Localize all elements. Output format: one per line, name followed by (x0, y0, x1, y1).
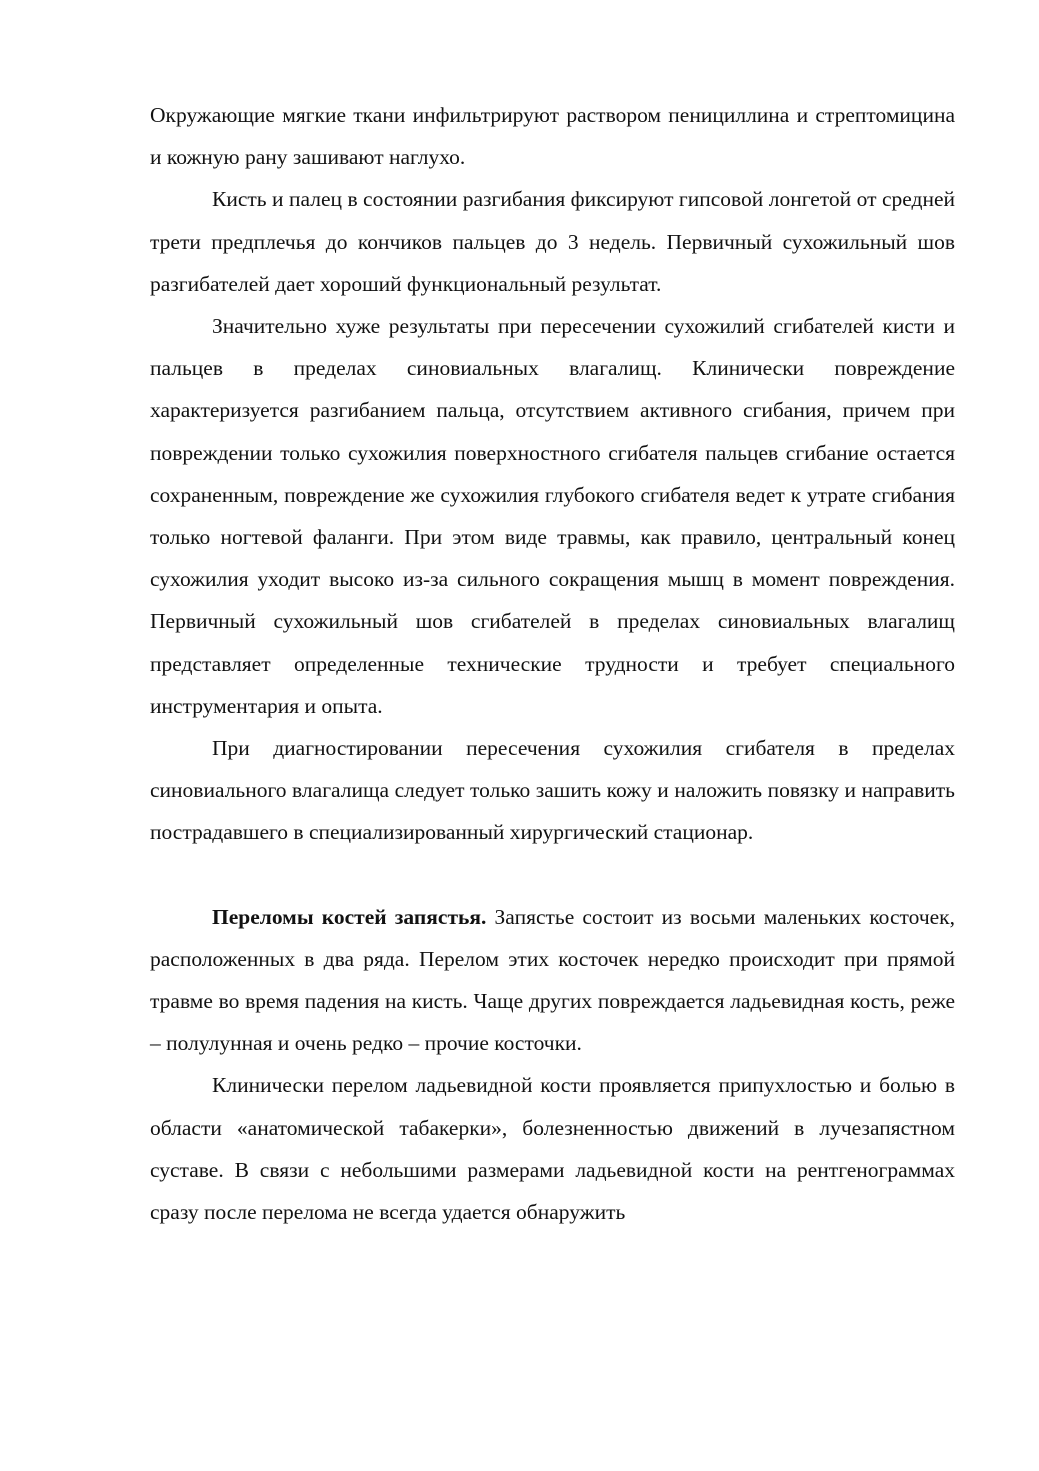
paragraph-6 (150, 1064, 955, 1233)
paragraph-1 (150, 94, 955, 178)
paragraph-3 (150, 305, 955, 727)
paragraph-5 (150, 896, 955, 1065)
section-heading-carpal-fractures: Переломы костей запястья. (212, 904, 487, 929)
paragraph-6-text: Клинически перелом ладьевидной кости проявляется припухлостью и болью в области «анатомической табакерки», болезненностью движений в лучезапястном суставе. В связи с небольшими размерами ладьевидной кости на рентгенограммах сразу после перелома не всегда удается обнаружить (150, 1073, 955, 1225)
paragraph-1-text: Окружающие мягкие ткани инфильтрируют раствором пенициллина и стрептомицина и кожную рану зашивают наглухо. (150, 103, 955, 170)
paragraph-2 (150, 178, 955, 305)
paragraph-5-text: Запястье состоит из восьми маленьких косточек, расположенных в два ряда. Перелом этих косточек нередко происходит при прямой травме во время падения на кисть. Чаще других повреждается ладьевидная кость, реже – полулунная и очень редко – прочие косточки. (150, 904, 955, 1056)
document-page (150, 94, 955, 1233)
paragraph-4-text: При диагностировании пересечения сухожилия сгибателя в пределах синовиального влагалища следует только зашить кожу и наложить повязку и направить пострадавшего в специализированный хирургический стационар. (150, 736, 955, 845)
paragraph-2-text: Кисть и палец в состоянии разгибания фиксируют гипсовой лонгетой от средней трети предплечья до кончиков пальцев до 3 недель. Первичный сухожильный шов разгибателей дает хороший функциональный результат. (150, 187, 955, 296)
paragraph-4 (150, 727, 955, 854)
paragraph-3-text: Значительно хуже результаты при пересечении сухожилий сгибателей кисти и пальцев в пределах синовиальных влагалищ. Клинически повреждение характеризуется разгибанием пальца, отсутствием активного сгибания, причем при повреждении только сухожилия поверхностного сгибателя пальцев сгибание остается сохраненным, повреждение же сухожилия глубокого сгибателя ведет к утрате сгибания только ногтевой фаланги. При этом виде травмы, как правило, центральный конец сухожилия уходит высоко из-за сильного сокращения мышц в момент повреждения. Первичный сухожильный шов сгибателей в пределах синовиальных влагалищ представляет определенные технические трудности и требует специального инструментария и опыта. (150, 314, 955, 718)
